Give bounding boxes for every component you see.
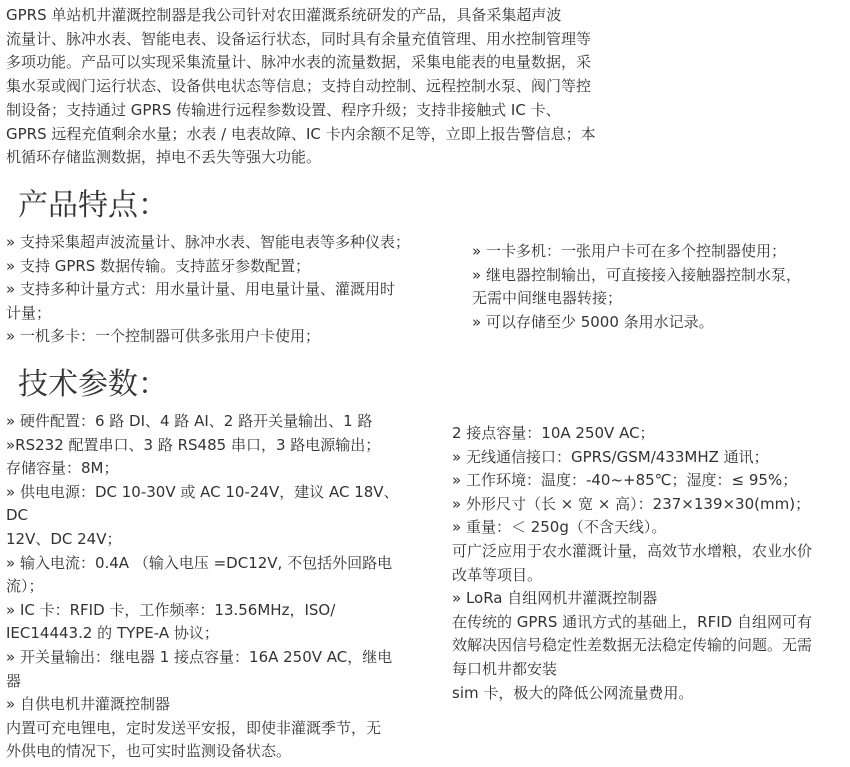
spec-item: DC xyxy=(6,506,29,525)
intro-line: 制设备；支持通过 GPRS 传输进行远程参数设置、程序升级；支持非接触式 IC 卡、 xyxy=(6,100,561,119)
specs-heading: 技术参数： xyxy=(18,367,168,402)
specs-list-right xyxy=(452,422,848,705)
spec-item: 2 接点容量：10A 250V AC； xyxy=(452,424,655,442)
spec-item: » 供电电源：DC 10-30V 或 AC 10-24V，建议 AC 18V、 xyxy=(6,482,399,501)
features-heading: 产品特点： xyxy=(18,188,168,223)
feature-item: » 可以存储至少 5000 条用水记录。 xyxy=(472,312,714,331)
spec-item: 12V、DC 24V； xyxy=(6,529,122,548)
feature-item: » 一机多卡：一个控制器可供多张用户卡使用； xyxy=(6,327,320,346)
spec-item: 外供电的情况下，也可实时监测设备状态。 xyxy=(6,742,292,761)
spec-item: » 输入电流：0.4A （输入电压 =DC12V, 不包括外回路电 xyxy=(6,553,393,572)
intro-line: GPRS 单站机井灌溉控制器是我公司针对农田灌溉系统研发的产品，具备采集超声波 xyxy=(6,6,562,24)
intro-line: 多项功能。产品可以实现采集流量计、脉冲水表的流量数据，采集电能表的电量数据，采 xyxy=(6,53,592,72)
intro-line: GPRS 远程充值剩余水量；水表 / 电表故障、IC 卡内余额不足等，立即上报告警信息；本 xyxy=(6,124,596,143)
feature-item: » 支持采集超声波流量计、脉冲水表、智能电表等多种仪表； xyxy=(6,233,410,251)
spec-item: » 工作环境：温度：-40~+85℃；湿度：≤ 95%； xyxy=(452,471,798,490)
spec-item: 效解决因信号稳定性差数据无法稳定传输的问题。无需 xyxy=(452,636,813,655)
feature-item: » 继电器控制输出，可直接接入接触器控制水泵， xyxy=(472,265,801,284)
feature-item: » 支持 GPRS 数据传输。支持蓝牙参数配置； xyxy=(6,256,311,275)
spec-item: » 开关量输出：继电器 1 接点容量：16A 250V AC，继电 xyxy=(6,647,393,666)
spec-item: 每口机井都安装 xyxy=(452,659,558,678)
spec-item: » 硬件配置：6 路 DI、4 路 AI、2 路开关量输出、1 路 xyxy=(6,412,373,430)
specs-list-left xyxy=(6,410,426,764)
spec-item: 流）； xyxy=(6,577,44,596)
spec-item: » 无线通信接口：GPRS/GSM/433MHZ 通讯； xyxy=(452,447,769,466)
feature-item: » 支持多种计量方式：用水量计量、用电量计量、灌溉用时 xyxy=(6,280,395,299)
spec-item: » LoRa 自组网机井灌溉控制器 xyxy=(452,589,658,608)
spec-item: 器 xyxy=(6,671,22,690)
spec-item: 内置可充电锂电，定时发送平安报，即使非灌溉季节，无 xyxy=(6,718,382,737)
feature-item: » 一卡多机：一张用户卡可在多个控制器使用； xyxy=(472,242,786,260)
spec-item: »RS232 配置串口、3 路 RS485 串口，3 路电源输出； xyxy=(6,435,381,454)
feature-item: 计量； xyxy=(6,303,52,322)
features-list-right xyxy=(472,240,842,334)
feature-item: 无需中间继电器转接； xyxy=(472,289,623,308)
spec-item: sim 卡，极大的降低公网流量费用。 xyxy=(452,683,694,702)
spec-item: IEC14443.2 的 TYPE-A 协议； xyxy=(6,624,219,643)
spec-item: 存储容量：8M； xyxy=(6,459,119,478)
intro-line: 机循环存储监测数据，掉电不丢失等强大功能。 xyxy=(6,148,322,167)
spec-item: » 自供电机井灌溉控制器 xyxy=(6,695,170,714)
intro-paragraph xyxy=(6,4,646,170)
spec-item: 可广泛应用于农水灌溉计量，高效节水增粮，农业水价 xyxy=(452,541,813,560)
intro-line: 流量计、脉冲水表、智能电表、设备运行状态，同时具有余量充值管理、用水控制管理等 xyxy=(6,29,592,48)
features-list-left xyxy=(6,231,446,349)
spec-item: » IC 卡：RFID 卡，工作频率：13.56MHz，ISO/ xyxy=(6,600,336,619)
intro-line: 集水泵或阀门运行状态、设备供电状态等信息；支持自动控制、远程控制水泵、阀门等控 xyxy=(6,77,592,96)
spec-item: » 外形尺寸（长 × 宽 × 高）：237×139×30(mm)； xyxy=(452,494,811,513)
spec-item: 改革等项目。 xyxy=(452,565,543,584)
spec-item: 在传统的 GPRS 通讯方式的基础上，RFID 自组网可有 xyxy=(452,612,812,631)
spec-item: » 重量：＜ 250g（不含天线）。 xyxy=(452,518,667,537)
